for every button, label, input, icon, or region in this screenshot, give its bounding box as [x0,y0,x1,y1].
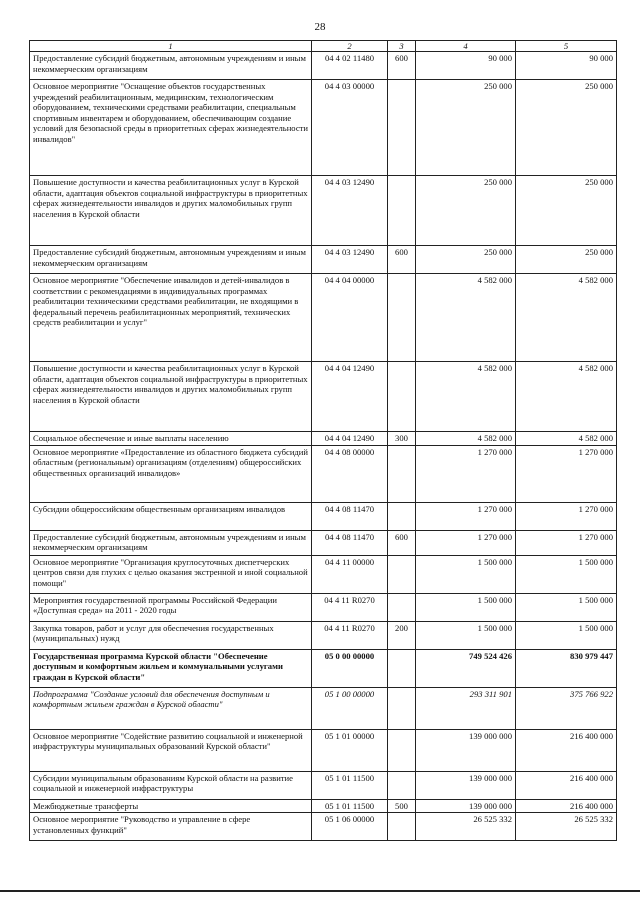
row-code: 04 4 03 12490 [312,176,388,246]
row-code: 05 1 06 00000 [312,813,388,841]
row-value-4: 90 000 [416,52,516,80]
row-vr [388,176,416,246]
row-value-5: 4 582 000 [516,274,617,362]
row-name: Подпрограмма "Создание условий для обеспечения доступным и комфортным жильем граждан в Курской области" [30,687,312,729]
row-vr [388,445,416,502]
row-value-5: 4 582 000 [516,362,617,432]
row-value-5: 216 400 000 [516,799,617,812]
table-row [30,593,617,621]
header-cell-2: 2 [312,41,388,52]
row-value-5: 250 000 [516,80,617,176]
row-value-5: 250 000 [516,176,617,246]
row-value-5: 1 270 000 [516,530,617,555]
table-row [30,729,617,771]
row-vr: 500 [388,799,416,812]
row-name: Предоставление субсидий бюджетным, автономным учреждениям и иным некоммерческим организациям [30,52,312,80]
row-code: 04 4 11 R0270 [312,593,388,621]
row-name: Субсидии общероссийским общественным организациям инвалидов [30,502,312,530]
row-value-5: 216 400 000 [516,729,617,771]
row-vr [388,593,416,621]
row-vr: 200 [388,621,416,649]
row-name: Социальное обеспечение и иные выплаты населению [30,432,312,445]
row-vr: 600 [388,246,416,274]
row-value-5: 1 500 000 [516,555,617,593]
row-code: 05 1 00 00000 [312,687,388,729]
row-value-4: 4 582 000 [416,432,516,445]
row-value-4: 4 582 000 [416,362,516,432]
row-code: 05 1 01 00000 [312,729,388,771]
table-row [30,813,617,841]
table-row [30,362,617,432]
row-code: 04 4 03 12490 [312,246,388,274]
row-name: Основное мероприятие "Содействие развитию социальной и инженерной инфраструктуры муниципальных образований Курской области" [30,729,312,771]
row-name: Субсидии муниципальным образованиям Курской области на развитие социальной и инженерной инфраструктуры [30,771,312,799]
page-number: 28 [314,21,326,33]
table-row [30,530,617,555]
row-value-4: 1 500 000 [416,555,516,593]
row-code: 04 4 04 00000 [312,274,388,362]
row-value-5: 1 270 000 [516,502,617,530]
row-value-5: 216 400 000 [516,771,617,799]
row-value-5: 375 766 922 [516,687,617,729]
row-value-5: 830 979 447 [516,649,617,687]
row-vr [388,729,416,771]
row-value-4: 749 524 426 [416,649,516,687]
header-cell-4: 4 [416,41,516,52]
row-value-4: 1 270 000 [416,530,516,555]
row-vr [388,555,416,593]
row-value-5: 4 582 000 [516,432,617,445]
row-vr [388,274,416,362]
row-value-5: 1 270 000 [516,445,617,502]
row-code: 04 4 08 11470 [312,530,388,555]
row-value-4: 1 270 000 [416,445,516,502]
header-cell-5: 5 [516,41,617,52]
row-name: Мероприятия государственной программы Российской Федерации «Доступная среда» на 2011 - 2020 годы [30,593,312,621]
table-row [30,432,617,445]
row-code: 04 4 11 00000 [312,555,388,593]
row-name: Предоставление субсидий бюджетным, автономным учреждениям и иным некоммерческим организациям [30,530,312,555]
row-name: Закупка товаров, работ и услуг для обеспечения государственных (муниципальных) нужд [30,621,312,649]
row-value-4: 250 000 [416,246,516,274]
row-code: 04 4 04 12490 [312,432,388,445]
row-vr: 600 [388,52,416,80]
row-value-4: 1 500 000 [416,593,516,621]
row-code: 04 4 08 11470 [312,502,388,530]
row-code: 05 1 01 11500 [312,799,388,812]
row-value-5: 90 000 [516,52,617,80]
row-value-5: 1 500 000 [516,621,617,649]
row-vr: 300 [388,432,416,445]
row-vr [388,813,416,841]
row-value-4: 293 311 901 [416,687,516,729]
row-value-4: 1 270 000 [416,502,516,530]
table-row [30,502,617,530]
row-value-4: 139 000 000 [416,771,516,799]
row-code: 05 1 01 11500 [312,771,388,799]
table-row [30,445,617,502]
row-value-4: 4 582 000 [416,274,516,362]
table-row [30,52,617,80]
header-row [30,41,617,52]
row-code: 05 0 00 00000 [312,649,388,687]
row-code: 04 4 08 00000 [312,445,388,502]
row-code: 04 4 11 R0270 [312,621,388,649]
row-code: 04 4 04 12490 [312,362,388,432]
row-code: 04 4 02 11480 [312,52,388,80]
budget-table [29,40,617,841]
row-name: Межбюджетные трансферты [30,799,312,812]
row-value-4: 139 000 000 [416,799,516,812]
row-vr [388,80,416,176]
table-row [30,771,617,799]
table-row [30,80,617,176]
row-vr [388,687,416,729]
row-vr [388,771,416,799]
row-name: Повышение доступности и качества реабилитационных услуг в Курской области, адаптация объектов социальной инфраструктуры в приоритетных сферах жизнедеятельности инвалидов и других маломобильных групп населения в Курской области [30,362,312,432]
bottom-rule [0,890,640,892]
row-value-4: 26 525 332 [416,813,516,841]
table-row [30,621,617,649]
row-vr [388,649,416,687]
table-row [30,555,617,593]
header-cell-3: 3 [388,41,416,52]
table-row [30,274,617,362]
row-value-5: 26 525 332 [516,813,617,841]
row-code: 04 4 03 00000 [312,80,388,176]
row-name: Основное мероприятие "Организация круглосуточных диспетчерских центров связи для глухих с целью оказания экстренной и иной социальной помощи" [30,555,312,593]
row-vr: 600 [388,530,416,555]
table-row [30,799,617,812]
row-value-4: 250 000 [416,80,516,176]
row-name: Повышение доступности и качества реабилитационных услуг в Курской области, адаптация объектов социальной инфраструктуры в приоритетных сферах жизнедеятельности инвалидов и других маломобильных групп населения в Курской области [30,176,312,246]
row-name: Основное мероприятие "Обеспечение инвалидов и детей-инвалидов в соответствии с рекомендациями в индивидуальных программах реабилитации техническими средствами реабилитации, не входящими в федеральный перечень реабилитационных мероприятий, технических средств реабилитации и услуг" [30,274,312,362]
row-value-4: 250 000 [416,176,516,246]
row-name: Предоставление субсидий бюджетным, автономным учреждениям и иным некоммерческим организациям [30,246,312,274]
row-value-4: 139 000 000 [416,729,516,771]
table-row [30,176,617,246]
row-name: Основное мероприятие "Оснащение объектов государственных учреждений реабилитационным, медицинским, технологическим оборудованием, техническими средствами реабилитации, специальным спортивным инвентарем и оборудованием, обеспечивающим создание условий для безопасной среды в приоритетных сферах жизнедеятельности инвалидов" [30,80,312,176]
row-vr [388,502,416,530]
table-row [30,687,617,729]
row-value-5: 1 500 000 [516,593,617,621]
row-value-4: 1 500 000 [416,621,516,649]
table-row [30,649,617,687]
row-name: Государственная программа Курской области "Обеспечение доступным и комфортным жильем и коммунальными услугами граждан в Курской области" [30,649,312,687]
header-cell-1: 1 [30,41,312,52]
row-value-5: 250 000 [516,246,617,274]
row-vr [388,362,416,432]
row-name: Основное мероприятие "Руководство и управление в сфере установленных функций" [30,813,312,841]
row-name: Основное мероприятие «Предоставление из областного бюджета субсидий областным (региональным) организациям (отделениям) общероссийских общественных организаций инвалидов» [30,445,312,502]
table-row [30,246,617,274]
